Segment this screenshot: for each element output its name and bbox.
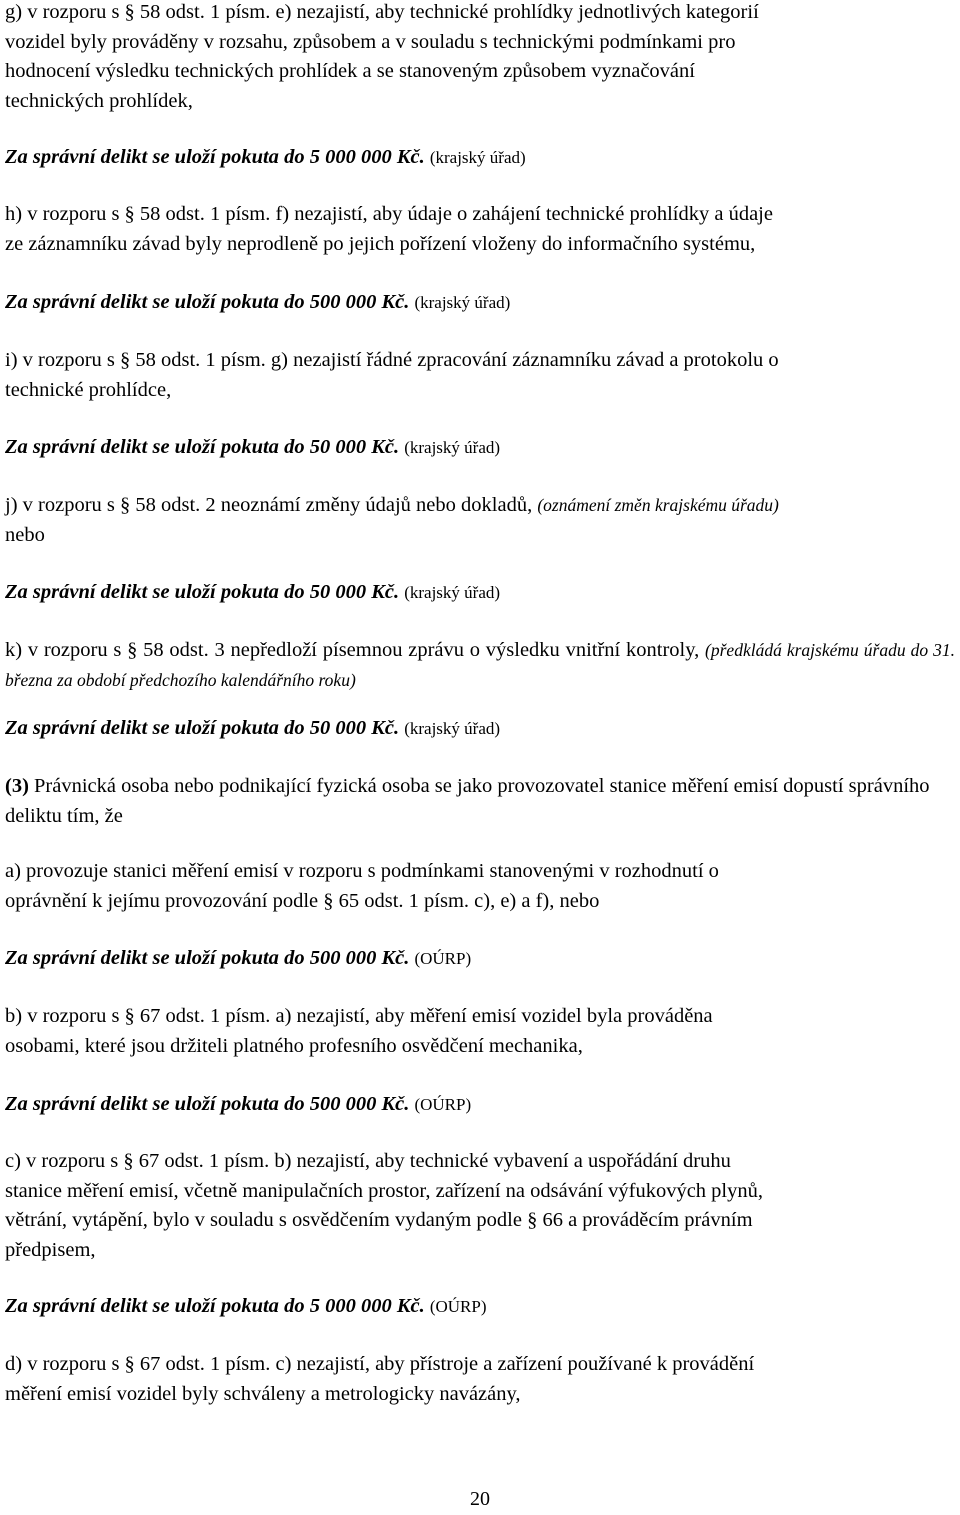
penalty-currency: 000 Kč. <box>360 146 425 168</box>
penalty-text: Za správní delikt se uloží pokuta <box>5 581 279 603</box>
text-line: technických prohlídek, <box>5 89 193 112</box>
penalty-amount: do 50 <box>284 581 331 603</box>
text-line: oprávnění k jejímu provozování podle § 65 odst. 1 písm. c), e) a f), nebo <box>5 889 600 912</box>
text-line: c) v rozporu s § 67 odst. 1 písm. b) nezajistí, aby technické vybavení a uspořádání druhu <box>5 1150 731 1172</box>
text-line: předpisem, <box>5 1238 96 1261</box>
penalty-amount: do 500 <box>284 1093 341 1115</box>
penalty-text: Za správní delikt se uloží pokuta <box>5 947 279 969</box>
penalty-g <box>5 143 955 173</box>
text-line: větrání, vytápění, bylo v souladu s osvědčením vydaným podle § 66 a prováděcím právním <box>5 1209 753 1231</box>
text-line: technické prohlídce, <box>5 378 172 401</box>
penalty-b <box>5 1090 955 1120</box>
penalty-h <box>5 288 955 318</box>
penalty-text: Za správní delikt se uloží pokuta <box>5 146 279 168</box>
item-c <box>5 1147 955 1265</box>
penalty-text: Za správní delikt se uloží pokuta <box>5 1093 279 1115</box>
text-line: nebo <box>5 523 45 546</box>
text-line: h) v rozporu s § 58 odst. 1 písm. f) nezajistí, aby údaje o zahájení technické prohlídky a údaje <box>5 203 773 225</box>
text-line: b) v rozporu s § 67 odst. 1 písm. a) nezajistí, aby měření emisí vozidel byla prováděna <box>5 1005 713 1027</box>
penalty-c <box>5 1292 955 1322</box>
authority-label: (OÚRP) <box>414 1095 472 1114</box>
penalty-amount: do 5 000 <box>284 1295 356 1317</box>
item-h <box>5 200 955 259</box>
penalty-amount: do 500 <box>284 291 341 313</box>
penalty-currency: 000 Kč. <box>345 291 410 313</box>
item-d <box>5 1350 955 1409</box>
text-line: d) v rozporu s § 67 odst. 1 písm. c) nezajistí, aby přístroje a zařízení používané k provádění <box>5 1353 755 1375</box>
text-line: k) v rozporu s § 58 odst. 3 nepředloží písemnou zprávu o výsledku vnitřní kontroly, <box>5 639 700 661</box>
authority-label: (krajský úřad) <box>414 293 511 312</box>
text-line: osobami, které jsou držiteli platného profesního osvědčení mechanika, <box>5 1034 583 1057</box>
page-number: 20 <box>470 1488 490 1510</box>
penalty-a <box>5 944 955 974</box>
text-line: vozidel byly prováděny v rozsahu, způsobem a v souladu s technickými podmínkami pro <box>5 30 736 53</box>
penalty-text: Za správní delikt se uloží pokuta <box>5 291 279 313</box>
note-text: (předkládá krajskému úřadu do 31. března za období předchozího kalendářního roku) <box>5 640 955 690</box>
penalty-currency: 000 Kč. <box>335 436 400 458</box>
penalty-amount: do 50 <box>284 436 331 458</box>
penalty-currency: 000 Kč. <box>345 947 410 969</box>
penalty-text: Za správní delikt se uloží pokuta <box>5 436 279 458</box>
authority-label: (krajský úřad) <box>429 148 526 167</box>
text-line: stanice měření emisí, včetně manipulačních prostor, zařízení na odsávání výfukových plynů, <box>5 1179 763 1202</box>
penalty-amount: do 50 <box>284 717 331 739</box>
penalty-i <box>5 433 955 463</box>
penalty-amount: do 500 <box>284 947 341 969</box>
penalty-j <box>5 578 955 608</box>
penalty-amount: do 5 000 <box>284 146 356 168</box>
text-line: a) provozuje stanici měření emisí v rozporu s podmínkami stanovenými v rozhodnutí o <box>5 860 719 882</box>
paragraph-number: (3) <box>5 775 29 797</box>
item-a <box>5 857 955 916</box>
paragraph-3 <box>5 772 955 831</box>
penalty-text: Za správní delikt se uloží pokuta <box>5 717 279 739</box>
item-j <box>5 491 955 550</box>
text-line: j) v rozporu s § 58 odst. 2 neoznámí změny údajů nebo dokladů, <box>5 494 533 516</box>
penalty-currency: 000 Kč. <box>345 1093 410 1115</box>
penalty-currency: 000 Kč. <box>335 717 400 739</box>
text-line: g) v rozporu s § 58 odst. 1 písm. e) nezajistí, aby technické prohlídky jednotlivých kategorií <box>5 1 759 23</box>
item-b <box>5 1002 955 1061</box>
item-k <box>5 636 955 695</box>
item-g <box>5 0 955 116</box>
penalty-text: Za správní delikt se uloží pokuta <box>5 1295 279 1317</box>
authority-label: (krajský úřad) <box>404 719 501 738</box>
penalty-k <box>5 714 955 744</box>
authority-label: (krajský úřad) <box>404 583 501 602</box>
note-text: (oznámení změn krajskému úřadu) <box>537 495 779 515</box>
penalty-currency: 000 Kč. <box>335 581 400 603</box>
authority-label: (OÚRP) <box>429 1297 487 1316</box>
text-line: i) v rozporu s § 58 odst. 1 písm. g) nezajistí řádné zpracování záznamníku závad a protokolu o <box>5 349 779 371</box>
text-line: ze záznamníku závad byly neprodleně po jejich pořízení vloženy do informačního systému, <box>5 232 756 255</box>
text-line: měření emisí vozidel byly schváleny a metrologicky navázány, <box>5 1382 521 1405</box>
authority-label: (krajský úřad) <box>404 438 501 457</box>
text-line: hodnocení výsledku technických prohlídek a se stanoveným způsobem vyznačování <box>5 60 695 82</box>
paragraph-text: Právnická osoba nebo podnikající fyzická osoba se jako provozovatel stanice měření emisí dopustí správního deliktu tím, že <box>5 775 930 827</box>
penalty-currency: 000 Kč. <box>360 1295 425 1317</box>
item-i <box>5 346 955 405</box>
authority-label: (OÚRP) <box>414 949 472 968</box>
